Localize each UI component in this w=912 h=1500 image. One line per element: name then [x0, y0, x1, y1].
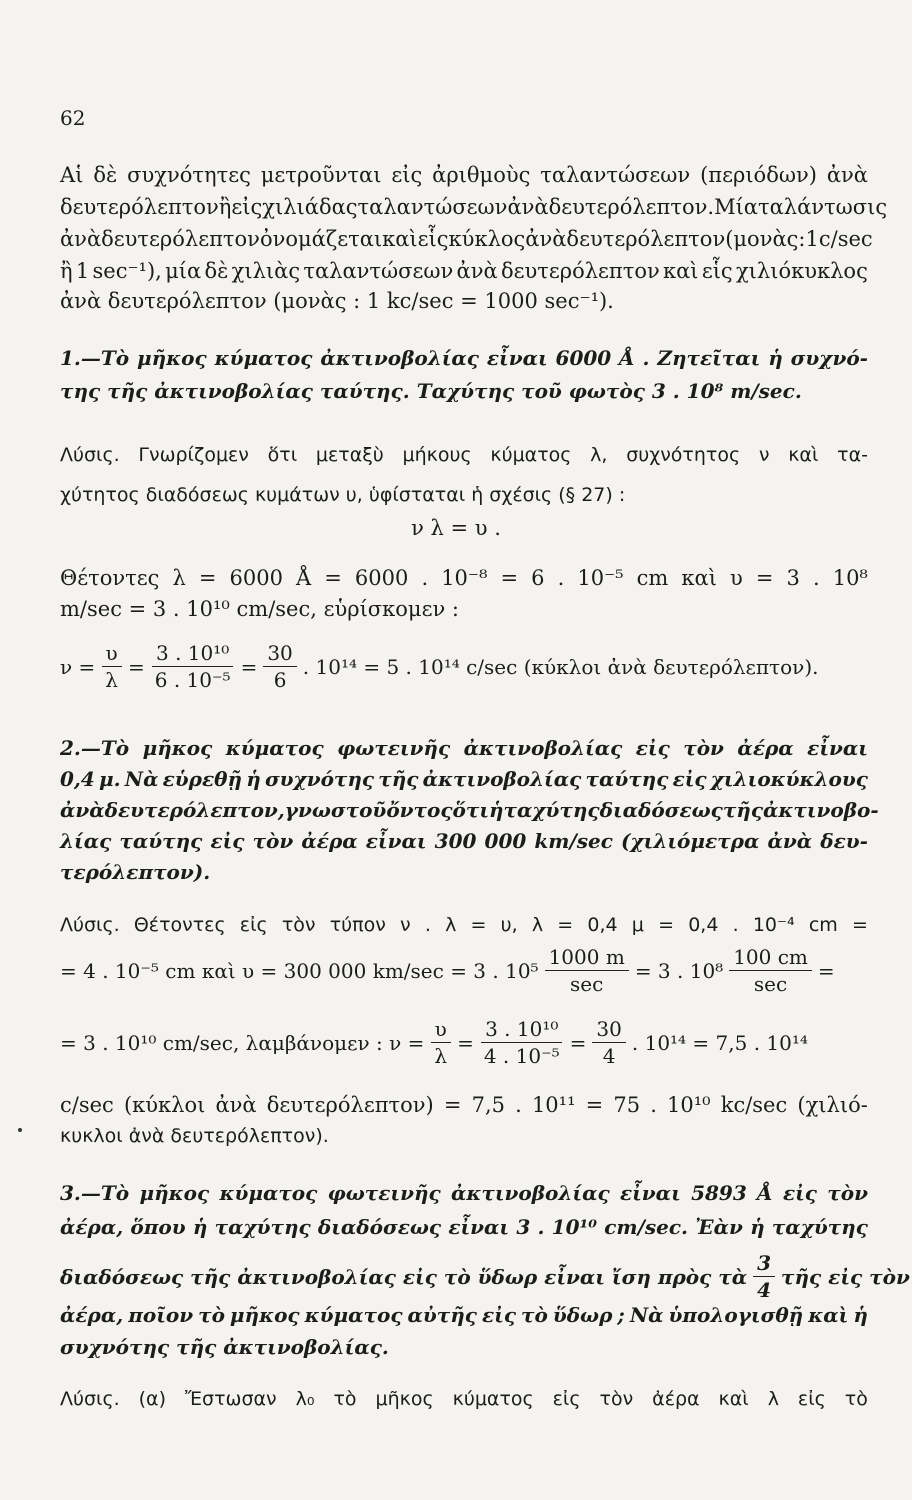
- problem-3-line-4: ἀέρα, ποῖον τὸ μῆκος κύματος αὐτῆς εἰς τὸ ὕδωρ ; Νὰ ὑπολογισθῇ καὶ ἡ: [60, 1303, 868, 1327]
- eq2-fraction-2: $\frac{\text{3 . 10¹⁰}}{\text{4 . 10⁻⁵}}$: [480, 1016, 564, 1069]
- speed-fraction-1: $\frac{1000 m}{\sec}$: [545, 944, 629, 997]
- problem-2-line-5: τερόλεπτον).: [60, 860, 211, 884]
- problem-3-line-2: ἀέρα, ὅπου ἡ ταχύτης διαδόσεως εἶναι 3 . 10¹⁰ cm/sec. Ἐὰν ἡ ταχύτης: [60, 1215, 868, 1239]
- eq2-fraction-3: $\frac{30}{4}$: [592, 1016, 625, 1069]
- solution-1-given-1: Θέτοντες λ = 6000 Å = 6000 . 10⁻⁸ = 6 . 10⁻⁵ cm καὶ υ = 3 . 10⁸: [60, 566, 868, 590]
- eq1-fraction-1: $\frac{\upsilon}{\lambda}$: [101, 640, 122, 693]
- intro-line-5: ἀνὰ δευτερόλεπτον (μονὰς : 1 kc/sec = 1000 sec⁻¹).: [60, 289, 614, 313]
- frequency-equation-1: ν = $\frac{\upsilon}{\lambda}$ = $\frac{\text{3 . 10¹⁰}}{\text{6 . 10⁻⁵}}$ = $\frac{30}{6}$ . 10¹⁴ = 5 . 10¹⁴ c/sec (κύκλοι ἀνὰ δευτερόλεπτον).: [60, 641, 819, 692]
- eq2-fraction-1: $\frac{\upsilon}{\lambda}$: [430, 1016, 451, 1069]
- problem-2-line-2: 0,4 μ. Νὰ εὑρεθῇ ἡ συχνότης τῆς ἀκτινοβολίας ταύτης εἰς χιλιοκύκλους: [60, 767, 868, 791]
- eq1-fraction-2: $\frac{\text{3 . 10¹⁰}}{\text{6 . 10⁻⁵}}$: [151, 640, 235, 693]
- three-quarters-fraction: $\frac{3}{4}$: [753, 1250, 775, 1303]
- intro-line-3: ἀνὰ δευτερόλεπτον ὀνομάζεται καὶ εἷς κύκλος ἀνὰ δευτερόλεπτον (μονὰς : 1 c/sec: [60, 227, 873, 251]
- problem-1-line-1: 1.—Τὸ μῆκος κύματος ἀκτινοβολίας εἶναι 6000 Å . Ζητεῖται ἡ συχνό-: [60, 346, 868, 370]
- intro-line-4: ἢ 1 sec⁻¹), μία δὲ χιλιὰς ταλαντώσεων ἀνὰ δευτερόλεπτον καὶ εἷς χιλιόκυκλος: [60, 259, 868, 283]
- solution-2-line-3: = 3 . 10¹⁰ cm/sec, λαμβάνομεν : ν = $\frac{\upsilon}{\lambda}$ = $\frac{\text{3 . 10¹⁰}}{\text{4 . 10⁻⁵}}$ = $\frac{30}{4}$ . 10¹⁴ = 7,5 . 10¹⁴: [60, 1017, 808, 1068]
- solution-2-line-2: = 4 . 10⁻⁵ cm καὶ υ = 300 000 km/sec = 3 . 10⁵ $\frac{1000 m}{\sec}$ = 3 . 10⁸ $\frac{100 cm}{\sec}$ =: [60, 945, 835, 996]
- eq1-fraction-3: $\frac{30}{6}$: [263, 640, 296, 693]
- problem-1-line-2: της τῆς ἀκτινοβολίας ταύτης. Ταχύτης τοῦ φωτὸς 3 . 10⁸ m/sec.: [60, 379, 802, 403]
- relation-formula: ν λ = υ .: [411, 516, 501, 540]
- problem-3-line-3: διαδόσεως τῆς ἀκτινοβολίας εἰς τὸ ὕδωρ εἶναι ἴση πρὸς τὰ $\frac{3}{4}$ τῆς εἰς τὸν: [60, 1251, 910, 1302]
- solution-2-line-4: c/sec (κύκλοι ἀνὰ δευτερόλεπτον) = 7,5 . 10¹¹ = 75 . 10¹⁰ kc/sec (χιλιό-: [60, 1093, 868, 1117]
- solution-1-line-1: Λύσις. Γνωρίζομεν ὅτι μεταξὺ μήκους κύματος λ, συχνότητος ν καὶ τα-: [60, 444, 868, 466]
- problem-2-line-4: λίας ταύτης εἰς τὸν ἀέρα εἶναι 300 000 km/sec (χιλιόμετρα ἀνὰ δευ-: [60, 829, 868, 853]
- intro-line-1: Αἱ δὲ συχνότητες μετροῦνται εἰς ἀριθμοὺς ταλαντώσεων (περιόδων) ἀνὰ: [60, 163, 868, 187]
- problem-2-line-3: ἀνὰ δευτερόλεπτον, γνωστοῦ ὄντος ὅτι ἡ ταχύτης διαδόσεως τῆς ἀκτινοβο-: [60, 798, 879, 822]
- eq1-tail: . 10¹⁴ = 5 . 10¹⁴ c/sec (κύκλοι ἀνὰ δευτερόλεπτον).: [302, 654, 819, 679]
- solution-1-line-2: χύτητος διαδόσεως κυμάτων υ, ὑφίσταται ἡ σχέσις (§ 27) :: [60, 484, 626, 506]
- eq1-lhs: ν =: [60, 654, 96, 679]
- problem-3-line-1: 3.—Τὸ μῆκος κύματος φωτεινῆς ἀκτινοβολίας εἶναι 5893 Å εἰς τὸν: [60, 1181, 868, 1205]
- solution-2-line-1: Λύσις. Θέτοντες εἰς τὸν τύπον ν . λ = υ, λ = 0,4 μ = 0,4 . 10⁻⁴ cm =: [60, 914, 868, 936]
- page-number: 62: [60, 106, 86, 130]
- solution-3-line-1: Λύσις. (α) Ἔστωσαν λ₀ τὸ μῆκος κύματος εἰς τὸν ἀέρα καὶ λ εἰς τὸ: [60, 1388, 868, 1410]
- speed-fraction-2: $\frac{100 cm}{\sec}$: [729, 944, 812, 997]
- intro-line-2: δευτερόλεπτον ἢ εἰς χιλιάδας ταλαντώσεων ἀνὰ δευτερόλεπτον. Μία ταλάντωσις: [60, 195, 888, 219]
- margin-dot: [18, 1128, 22, 1132]
- problem-2-line-1: 2.—Τὸ μῆκος κύματος φωτεινῆς ἀκτινοβολίας εἰς τὸν ἀέρα εἶναι: [60, 736, 868, 760]
- problem-3-line-5: συχνότης τῆς ἀκτινοβολίας.: [60, 1335, 389, 1359]
- solution-1-given-2: m/sec = 3 . 10¹⁰ cm/sec, εὑρίσκομεν :: [60, 597, 459, 621]
- solution-2-line-5: κυκλοι ἀνὰ δευτερόλεπτον).: [60, 1125, 329, 1147]
